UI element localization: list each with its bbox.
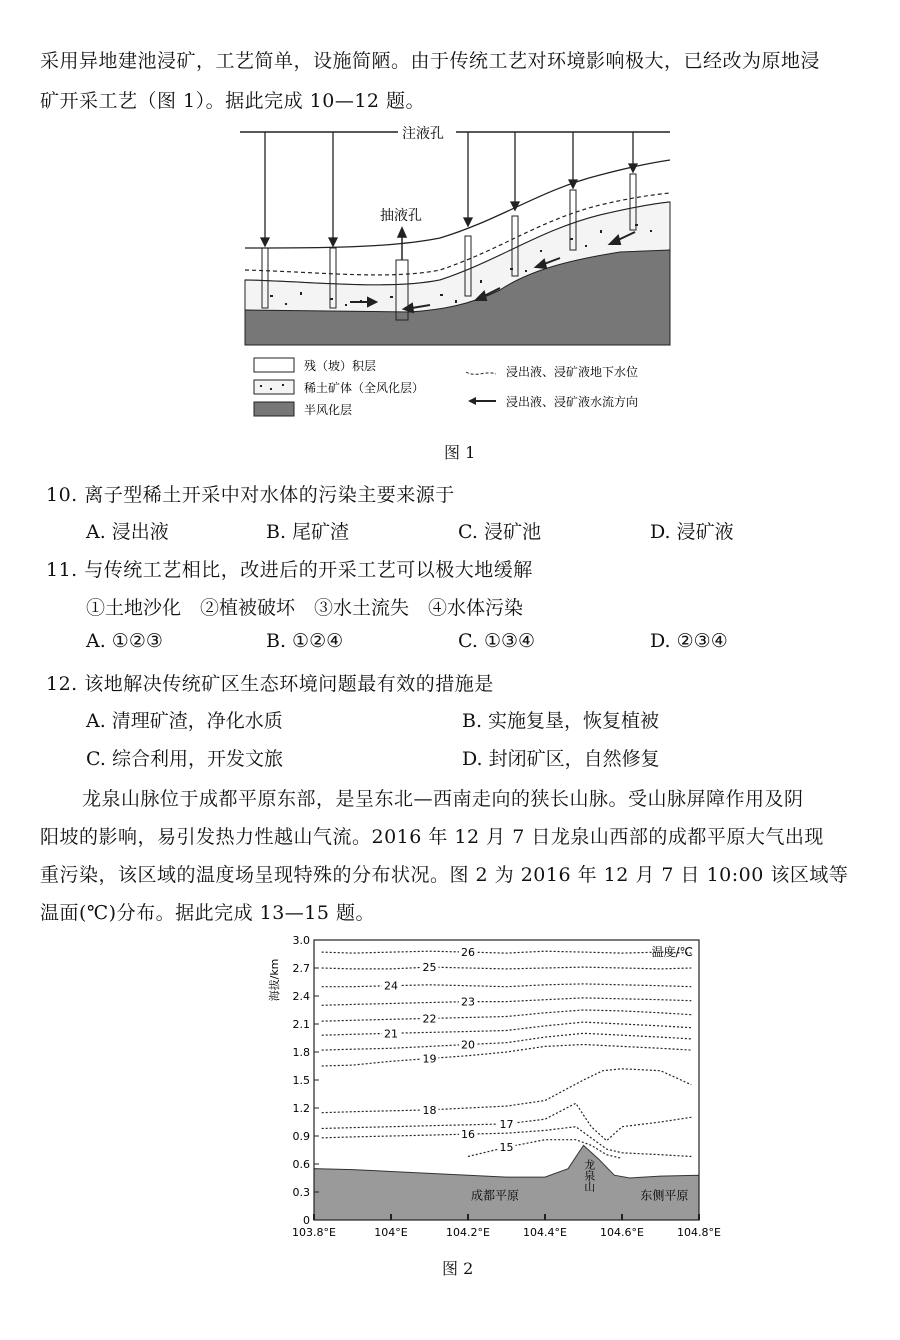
y-tick-label: 1.8 xyxy=(292,1046,310,1059)
y-tick-label: 2.7 xyxy=(292,962,310,975)
q11-stem: 11. 与传统工艺相比，改进后的开采工艺可以极大地缓解 xyxy=(46,559,533,581)
isotherm-21 xyxy=(322,1022,692,1035)
terrain-area xyxy=(314,1145,699,1220)
intro-line-2: 矿开采工艺（图 1）。据此完成 10—12 题。 xyxy=(40,90,426,112)
isotherm-18 xyxy=(322,1069,692,1113)
intro-line-1: 采用异地建池浸矿，工艺简单，设施简陋。由于传统工艺对环境影响极大，已经改为原地浸 xyxy=(40,50,821,72)
passage-2-line-2: 阳坡的影响，易引发热力性越山气流。2016 年 12 月 7 日龙泉山西部的成都平原大气出现 xyxy=(40,826,824,848)
isotherm-label-22: 22 xyxy=(422,1012,437,1026)
isotherm-label-17: 17 xyxy=(499,1117,514,1131)
terrain-label-east: 东侧平原 xyxy=(640,1188,689,1203)
passage-2-line-1: 龙泉山脉位于成都平原东部，是呈东北—西南走向的狭长山脉。受山脉屏障作用及阴 xyxy=(82,788,804,810)
q10-option-d: D. 浸矿液 xyxy=(650,521,734,543)
isotherm-label-21: 21 xyxy=(384,1027,398,1041)
q11-option-c: C. ①③④ xyxy=(458,630,536,652)
y-tick-label: 1.5 xyxy=(292,1074,310,1087)
y-axis-label: 海拔/km xyxy=(268,958,281,1002)
x-tick-label: 103.8°E xyxy=(292,1226,336,1239)
legend-residual-label: 残（坡）积层 xyxy=(304,359,377,373)
legend-flow-label: 浸出液、浸矿液水流方向 xyxy=(506,395,639,409)
q11-option-a: A. ①②③ xyxy=(86,630,163,652)
isotherm-label-23: 23 xyxy=(461,995,475,1009)
q12-option-d: D. 封闭矿区，自然修复 xyxy=(462,748,660,770)
x-tick-label: 104.6°E xyxy=(600,1226,644,1239)
label-extraction-hole: 抽液孔 xyxy=(380,208,422,224)
q12-option-c: C. 综合利用，开发文旅 xyxy=(86,748,283,770)
q12-option-b: B. 实施复垦，恢复植被 xyxy=(462,710,660,732)
legend-water-level-label: 浸出液、浸矿液地下水位 xyxy=(506,365,639,379)
passage-2-line-4: 温面(℃)分布。据此完成 13—15 题。 xyxy=(40,902,376,924)
isotherm-label-26: 26 xyxy=(461,946,475,960)
q10-option-b: B. 尾矿渣 xyxy=(266,521,350,543)
y-tick-label: 3.0 xyxy=(292,934,310,947)
q11-option-d: D. ②③④ xyxy=(650,630,728,652)
label-injection-hole: 注液孔 xyxy=(402,126,444,142)
q10-stem: 10. 离子型稀土开采中对水体的污染主要来源于 xyxy=(46,484,455,506)
y-tick-label: 1.2 xyxy=(292,1102,310,1115)
q11-option-b: B. ①②④ xyxy=(266,630,344,652)
isotherm-19 xyxy=(322,1045,692,1067)
isotherm-24 xyxy=(322,984,692,987)
y-tick-label: 2.4 xyxy=(292,990,310,1003)
q10-option-a: A. 浸出液 xyxy=(86,521,169,543)
isotherm-26 xyxy=(322,951,692,953)
isotherm-20 xyxy=(322,1033,692,1050)
x-tick-label: 104°E xyxy=(374,1226,408,1239)
x-tick-label: 104.4°E xyxy=(523,1226,567,1239)
isotherm-22 xyxy=(322,1010,692,1021)
q10-option-c: C. 浸矿池 xyxy=(458,521,541,543)
legend-title: 温度/℃ xyxy=(651,945,693,959)
x-tick-label: 104.8°E xyxy=(677,1226,721,1239)
isotherm-15 xyxy=(468,1140,622,1159)
figure-1-caption: 图 1 xyxy=(444,443,476,462)
isotherm-label-20: 20 xyxy=(461,1038,475,1052)
isotherm-23 xyxy=(322,998,692,1005)
q12-stem: 12. 该地解决传统矿区生态环境问题最有效的措施是 xyxy=(46,673,494,695)
figure-1-diagram xyxy=(240,120,680,430)
y-tick-label: 0.6 xyxy=(292,1158,310,1171)
figure-2-chart xyxy=(264,928,721,1239)
passage-2-line-3: 重污染，该区域的温度场呈现特殊的分布状况。图 2 为 2016 年 12 月 7 日 10:00 该区域等 xyxy=(40,864,849,886)
isotherm-label-24: 24 xyxy=(384,979,398,993)
isotherm-label-19: 19 xyxy=(422,1052,437,1066)
terrain-label-west: 成都平原 xyxy=(470,1188,519,1203)
y-tick-label: 0.9 xyxy=(292,1130,310,1143)
y-tick-label: 0.3 xyxy=(292,1186,310,1199)
figure-1-legend xyxy=(254,358,638,417)
y-tick-label: 0 xyxy=(303,1214,310,1227)
legend-semi-label: 半风化层 xyxy=(304,403,353,417)
terrain-label-mountain: 龙泉山 xyxy=(582,1158,596,1192)
isotherm-label-25: 25 xyxy=(422,961,437,975)
isotherm-25 xyxy=(322,967,692,969)
q12-option-a: A. 清理矿渣，净化水质 xyxy=(86,710,283,732)
isotherm-label-18: 18 xyxy=(422,1103,437,1117)
x-tick-label: 104.2°E xyxy=(446,1226,490,1239)
q11-items: ①土地沙化 ②植被破坏 ③水土流失 ④水体污染 xyxy=(86,597,524,619)
y-tick-label: 2.1 xyxy=(292,1018,310,1031)
isotherm-label-15: 15 xyxy=(499,1141,514,1155)
figure-2-caption: 图 2 xyxy=(442,1259,474,1278)
isotherm-label-16: 16 xyxy=(461,1128,475,1142)
legend-ore-label: 稀土矿体（全风化层） xyxy=(304,381,425,395)
